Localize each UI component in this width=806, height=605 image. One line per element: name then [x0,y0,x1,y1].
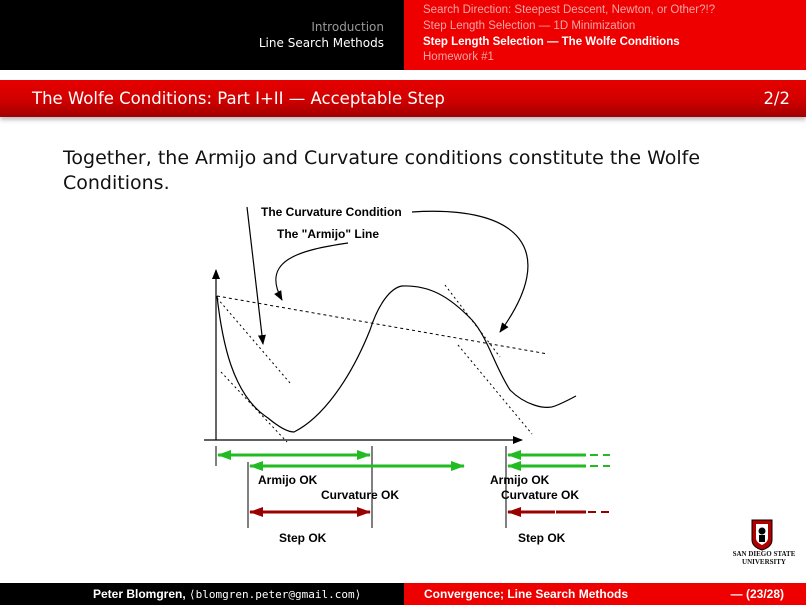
footer-title: Convergence; Line Search Methods [424,587,629,601]
footer-author-name: Peter Blomgren, [93,587,186,601]
tangent-initial [217,298,290,383]
label-step-ok-1: Step OK [279,531,327,545]
subsection-link-homework[interactable]: Homework #1 [423,51,494,63]
footer-author-email: ⟨blomgren.peter@gmail.com⟩ [189,588,362,601]
tangent-local-max [445,285,500,357]
frame-page-counter: 2/2 [763,89,790,108]
range-markers [216,446,506,528]
footer-page-number: — (23/28) [730,587,784,601]
label-step-ok-2: Step OK [518,531,566,545]
curvature-pointer-curve [412,211,528,332]
sdsu-logo-text [724,550,804,566]
label-curvature-ok-1: Curvature OK [321,488,400,502]
curvature-slope-line-2 [458,345,532,434]
label-armijo-ok-1: Armijo OK [258,473,318,487]
label-armijo-ok-2: Armijo OK [490,473,550,487]
label-armijo-line: The "Armijo" Line [277,227,380,241]
body-paragraph: Together, the Armijo and Curvature conditions constitute the Wolfe Conditions. [63,147,701,194]
footer-author-bar [0,583,404,605]
logo-line-1: SAN DIEGO STATE [732,550,796,558]
section-link-line-search[interactable]: Line Search Methods [258,36,384,50]
subsection-link-1d-minimization[interactable]: Step Length Selection — 1D Minimization [423,20,636,32]
armijo-pointer-curve [276,243,348,300]
label-curvature-ok-2: Curvature OK [501,488,580,502]
curvature-pointer-arrow [247,207,263,344]
frame-title: The Wolfe Conditions: Part I+II — Acceptable Step [32,89,445,108]
label-curvature-condition: The Curvature Condition [261,205,402,219]
subsection-link-wolfe-conditions[interactable]: Step Length Selection — The Wolfe Conditions [423,36,680,48]
function-curve [217,286,576,432]
axes [204,270,522,440]
footer-author [93,587,361,601]
footer-title-bar [404,583,806,605]
logo-line-2: UNIVERSITY [742,558,786,566]
section-link-introduction[interactable]: Introduction [311,20,384,34]
subsection-link-search-direction[interactable]: Search Direction: Steepest Descent, Newton, or Other?!? [423,4,716,16]
armijo-line [217,296,548,354]
